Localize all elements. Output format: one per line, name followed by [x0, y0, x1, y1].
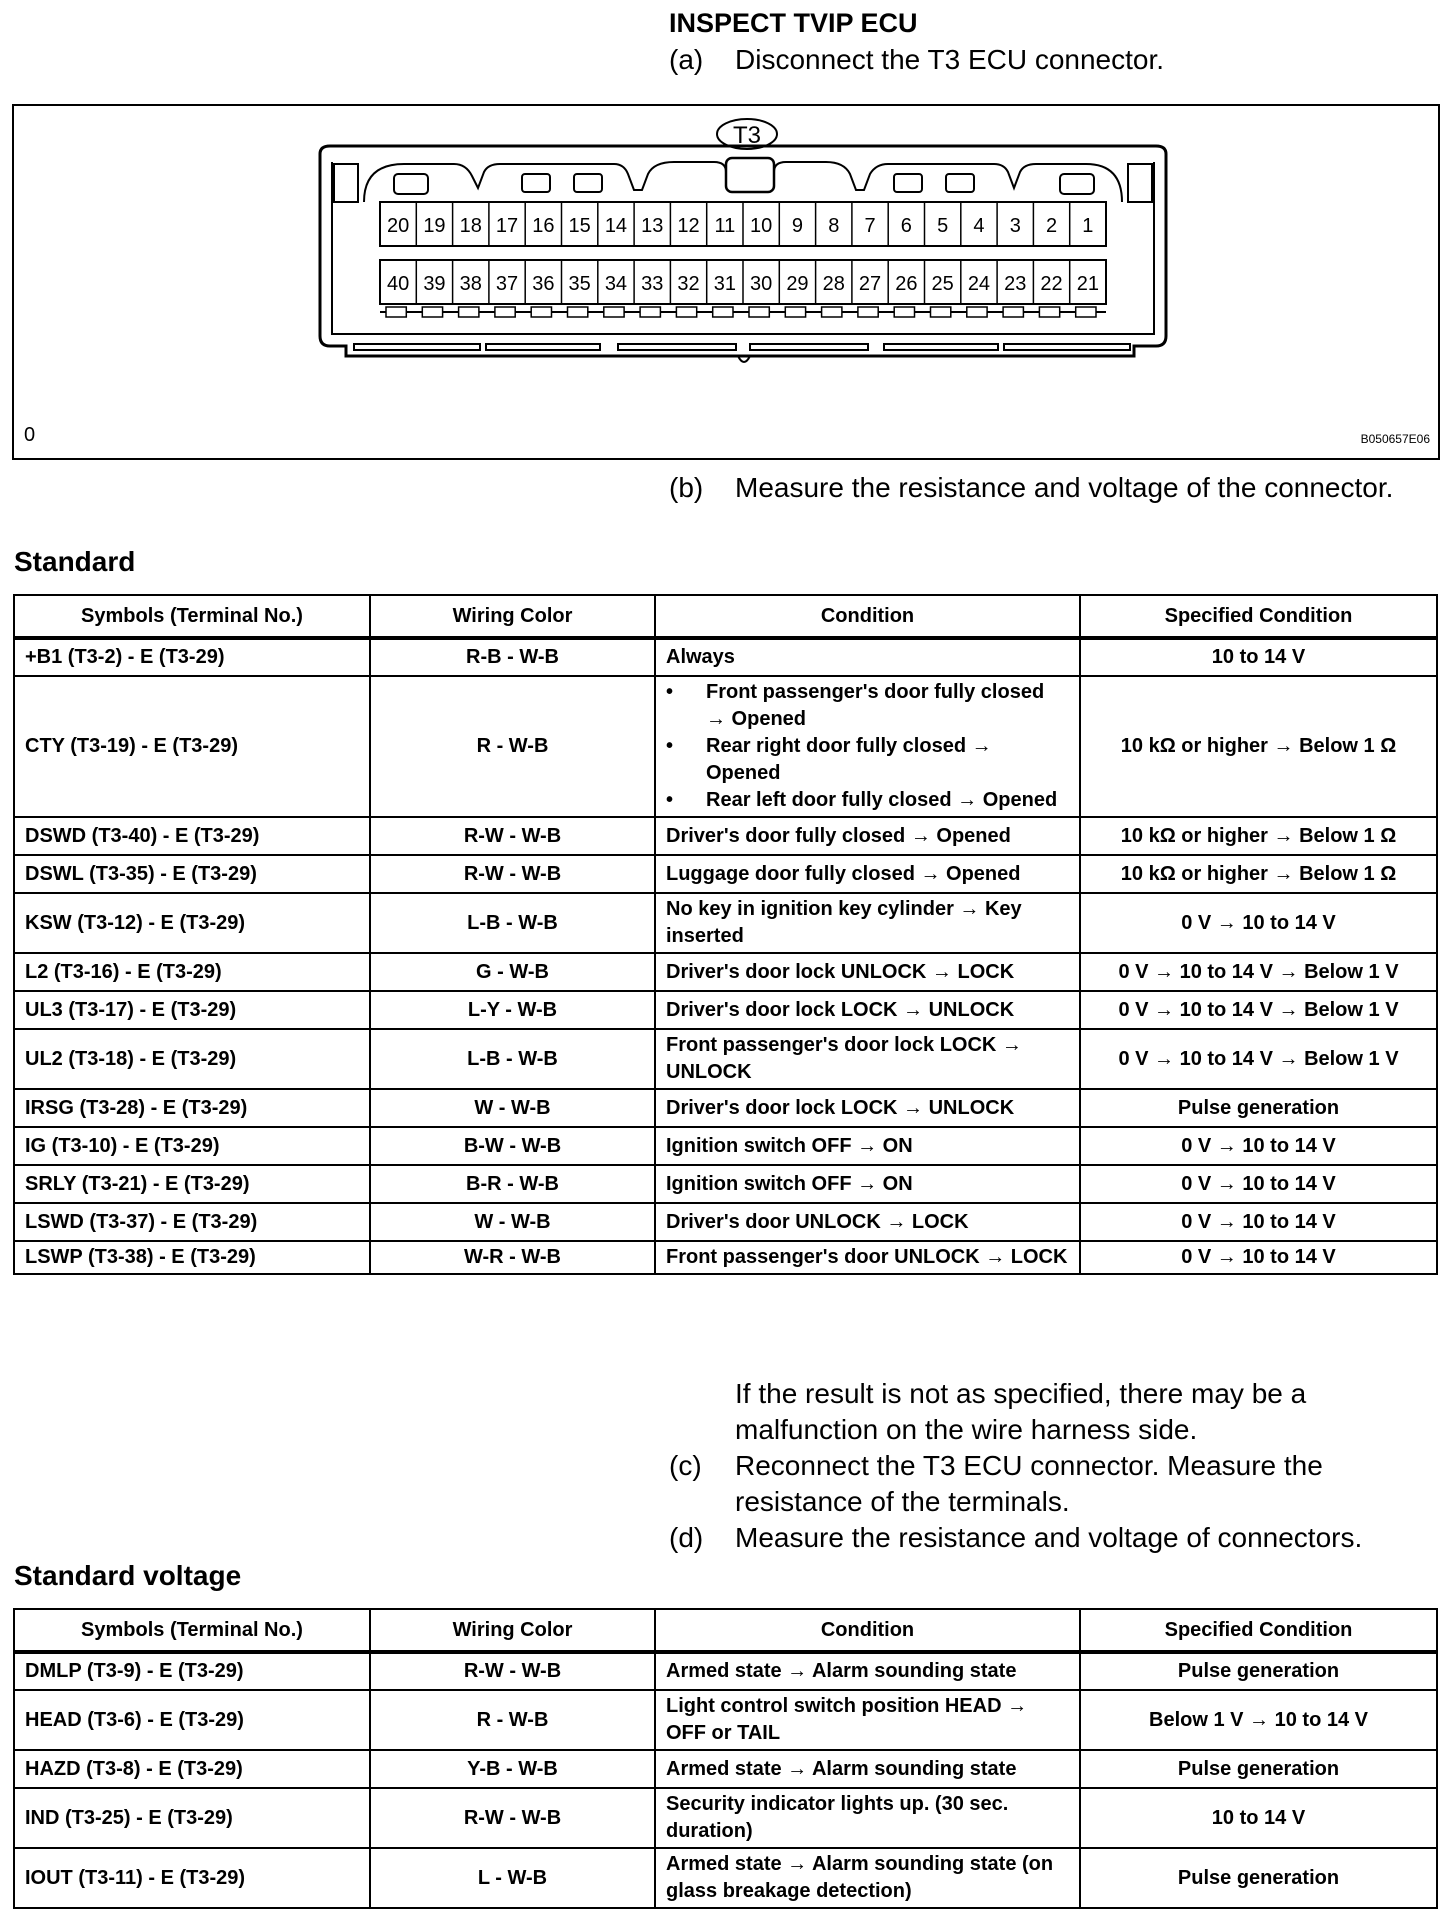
section-standard-title: Standard: [14, 546, 136, 577]
terminal-number: 38: [459, 273, 482, 295]
cell-symbol: L2 (T3-16) - E (T3-29): [14, 953, 370, 991]
terminal-number: 26: [895, 273, 918, 295]
condition-bullet-list: [666, 679, 1069, 814]
cell-wiring: G - W-B: [370, 953, 655, 991]
standard-table: [13, 594, 1438, 1275]
cell-spec: 10 kΩ or higher → Below 1 Ω: [1080, 817, 1437, 855]
terminal-number: 8: [828, 215, 840, 237]
terminal-number: 14: [604, 215, 628, 237]
cell-symbol: KSW (T3-12) - E (T3-29): [14, 893, 370, 953]
cell-symbol: LSWD (T3-37) - E (T3-29): [14, 1203, 370, 1241]
step-d-text: Measure the resistance and voltage of connectors.: [735, 1522, 1363, 1553]
cell-symbol: SRLY (T3-21) - E (T3-29): [14, 1165, 370, 1203]
standard-voltage-table: [13, 1608, 1438, 1909]
cell-condition: Ignition switch OFF → ON: [655, 1127, 1080, 1165]
cell-symbol: UL2 (T3-18) - E (T3-29): [14, 1029, 370, 1089]
cell-wiring: R-B - W-B: [370, 638, 655, 676]
cell-spec: 0 V → 10 to 14 V → Below 1 V: [1080, 953, 1437, 991]
terminal-number: 16: [532, 215, 555, 237]
cell-condition: Light control switch position HEAD → OFF or TAIL: [655, 1690, 1080, 1750]
terminal-number: 9: [791, 215, 804, 237]
table-row: [14, 1690, 1437, 1750]
table-row: [14, 638, 1437, 676]
cell-symbol: DMLP (T3-9) - E (T3-29): [14, 1652, 370, 1690]
connector-label: T3: [732, 122, 762, 149]
cell-spec: 10 to 14 V: [1080, 1788, 1437, 1848]
terminal-number: 27: [858, 273, 882, 295]
terminal-number: 10: [750, 215, 773, 237]
table-row: [14, 1241, 1437, 1274]
terminal-number: 33: [641, 273, 664, 295]
cell-condition: Driver's door UNLOCK → LOCK: [655, 1203, 1080, 1241]
cell-wiring: L-B - W-B: [370, 893, 655, 953]
cell-condition: Front passenger's door lock LOCK → UNLOCK: [655, 1029, 1080, 1089]
cell-condition: Ignition switch OFF → ON: [655, 1165, 1080, 1203]
cell-condition: Driver's door lock LOCK → UNLOCK: [655, 991, 1080, 1029]
terminal-number: 34: [604, 273, 628, 295]
cell-wiring: L - W-B: [370, 1848, 655, 1908]
header-symbols: Symbols (Terminal No.): [14, 595, 370, 638]
terminal-number: 23: [1004, 273, 1027, 295]
table-row: [14, 953, 1437, 991]
terminal-number: 3: [1009, 215, 1021, 237]
header-wiring-color: Wiring Color: [370, 595, 655, 638]
terminal-number: 36: [532, 273, 555, 295]
cell-wiring: R - W-B: [370, 676, 655, 817]
terminal-grid: [380, 202, 1106, 304]
cell-condition: Driver's door lock UNLOCK → LOCK: [655, 953, 1080, 991]
cell-symbol: CTY (T3-19) - E (T3-29): [14, 676, 370, 817]
terminal-number: 31: [713, 273, 736, 295]
cell-symbol: HEAD (T3-6) - E (T3-29): [14, 1690, 370, 1750]
cell-spec: 0 V → 10 to 14 V: [1080, 1165, 1437, 1203]
terminal-number: 7: [864, 215, 876, 237]
cell-spec: 10 kΩ or higher → Below 1 Ω: [1080, 676, 1437, 817]
cell-wiring: R - W-B: [370, 1690, 655, 1750]
step-c-text: Reconnect the T3 ECU connector. Measure the resistance of the terminals.: [735, 1450, 1323, 1517]
table-row: [14, 893, 1437, 953]
list-item: • Front passenger's door fully closed → Opened: [666, 679, 1069, 733]
table-header-row: [14, 595, 1437, 638]
terminal-number: 22: [1040, 273, 1063, 295]
cell-wiring: W-R - W-B: [370, 1241, 655, 1274]
terminal-number: 40: [387, 273, 410, 295]
cell-wiring: Y-B - W-B: [370, 1750, 655, 1788]
table-row: [14, 1788, 1437, 1848]
cell-spec: 10 kΩ or higher → Below 1 Ω: [1080, 855, 1437, 893]
cell-spec: 0 V → 10 to 14 V: [1080, 1241, 1437, 1274]
terminal-number: 17: [495, 215, 519, 237]
cell-symbol: IND (T3-25) - E (T3-29): [14, 1788, 370, 1848]
terminal-number: 11: [714, 215, 736, 237]
header-wiring-color: Wiring Color: [370, 1609, 655, 1652]
cell-spec: Below 1 V → 10 to 14 V: [1080, 1690, 1437, 1750]
table-row: [14, 1029, 1437, 1089]
cell-spec: 0 V → 10 to 14 V: [1080, 1127, 1437, 1165]
cell-condition: [655, 676, 1080, 817]
table-row: [14, 1127, 1437, 1165]
table-row: [14, 1089, 1437, 1127]
terminal-number: 18: [459, 215, 482, 237]
cell-condition: Luggage door fully closed → Opened: [655, 855, 1080, 893]
cell-wiring: W - W-B: [370, 1203, 655, 1241]
cell-condition: Always: [655, 638, 1080, 676]
table-row: [14, 1203, 1437, 1241]
cell-spec: Pulse generation: [1080, 1089, 1437, 1127]
connector-latch: [726, 158, 774, 192]
terminal-number: 5: [937, 215, 949, 237]
terminal-number: 24: [967, 273, 991, 295]
cell-condition: Front passenger's door UNLOCK → LOCK: [655, 1241, 1080, 1274]
header-specified-condition: Specified Condition: [1080, 1609, 1437, 1652]
table-row: [14, 676, 1437, 817]
cell-condition: Armed state → Alarm sounding state: [655, 1750, 1080, 1788]
terminal-number: 13: [641, 215, 664, 237]
terminal-number: 12: [677, 215, 700, 237]
cell-spec: 0 V → 10 to 14 V → Below 1 V: [1080, 991, 1437, 1029]
cell-wiring: R-W - W-B: [370, 1788, 655, 1848]
terminal-number: 32: [677, 273, 700, 295]
header-specified-condition: Specified Condition: [1080, 595, 1437, 638]
header-condition: Condition: [655, 1609, 1080, 1652]
cell-wiring: B-R - W-B: [370, 1165, 655, 1203]
cell-spec: Pulse generation: [1080, 1750, 1437, 1788]
terminal-number: 37: [495, 273, 519, 295]
cell-symbol: LSWP (T3-38) - E (T3-29): [14, 1241, 370, 1274]
page-title: INSPECT TVIP ECU: [669, 8, 918, 38]
header-condition: Condition: [655, 595, 1080, 638]
cell-symbol: DSWL (T3-35) - E (T3-29): [14, 855, 370, 893]
terminal-number: 21: [1076, 273, 1099, 295]
terminal-number: 29: [786, 273, 809, 295]
cell-wiring: W - W-B: [370, 1089, 655, 1127]
figure-code: B050657E06: [1360, 432, 1430, 446]
cell-wiring: L-Y - W-B: [370, 991, 655, 1029]
terminal-number: 30: [750, 273, 773, 295]
step-a-letter: (a): [669, 44, 704, 75]
cell-wiring: R-W - W-B: [370, 817, 655, 855]
cell-condition: No key in ignition key cylinder → Key inserted: [655, 893, 1080, 953]
cell-spec: 0 V → 10 to 14 V: [1080, 893, 1437, 953]
cell-condition: Driver's door lock LOCK → UNLOCK: [655, 1089, 1080, 1127]
cell-spec: 0 V → 10 to 14 V: [1080, 1203, 1437, 1241]
section-standard-voltage-title: Standard voltage: [14, 1560, 242, 1591]
cell-spec: 0 V → 10 to 14 V → Below 1 V: [1080, 1029, 1437, 1089]
header-symbols: Symbols (Terminal No.): [14, 1609, 370, 1652]
terminal-number: 15: [568, 215, 591, 237]
table-row: [14, 1848, 1437, 1908]
cell-symbol: HAZD (T3-8) - E (T3-29): [14, 1750, 370, 1788]
table-row: [14, 1652, 1437, 1690]
table-row: [14, 1165, 1437, 1203]
cell-symbol: IRSG (T3-28) - E (T3-29): [14, 1089, 370, 1127]
cell-condition: Armed state → Alarm sounding state: [655, 1652, 1080, 1690]
terminal-number: 20: [387, 215, 410, 237]
terminal-number: 35: [568, 273, 591, 295]
cell-symbol: IOUT (T3-11) - E (T3-29): [14, 1848, 370, 1908]
cell-spec: Pulse generation: [1080, 1652, 1437, 1690]
connector-drawing: [14, 106, 1438, 458]
terminal-number: 1: [1082, 215, 1094, 237]
figure-corner-label: 0: [24, 424, 36, 446]
cell-condition: Driver's door fully closed → Opened: [655, 817, 1080, 855]
cell-spec: 10 to 14 V: [1080, 638, 1437, 676]
terminal-number: 28: [822, 273, 845, 295]
cell-symbol: UL3 (T3-17) - E (T3-29): [14, 991, 370, 1029]
terminal-number: 39: [423, 273, 446, 295]
table-row: [14, 1750, 1437, 1788]
terminal-number: 25: [931, 273, 954, 295]
table-row: [14, 855, 1437, 893]
table-row: [14, 817, 1437, 855]
cell-spec: Pulse generation: [1080, 1848, 1437, 1908]
cell-wiring: R-W - W-B: [370, 855, 655, 893]
cell-condition: Armed state → Alarm sounding state (on glass breakage detection): [655, 1848, 1080, 1908]
terminal-number: 19: [423, 215, 446, 237]
cell-symbol: IG (T3-10) - E (T3-29): [14, 1127, 370, 1165]
list-item: • Rear right door fully closed → Opened: [666, 733, 1069, 787]
cell-symbol: +B1 (T3-2) - E (T3-29): [14, 638, 370, 676]
cell-wiring: B-W - W-B: [370, 1127, 655, 1165]
step-a-text: Disconnect the T3 ECU connector.: [735, 44, 1165, 75]
connector-diagram: [12, 104, 1440, 460]
step-c-letter: (c): [669, 1450, 702, 1481]
table-header-row: [14, 1609, 1437, 1652]
terminal-number: 6: [900, 215, 912, 237]
terminal-number: 2: [1045, 215, 1058, 237]
step-b-text: Measure the resistance and voltage of the connector.: [735, 472, 1394, 503]
cell-wiring: L-B - W-B: [370, 1029, 655, 1089]
cell-condition: Security indicator lights up. (30 sec. duration): [655, 1788, 1080, 1848]
step-b-letter: (b): [669, 472, 704, 503]
table-row: [14, 991, 1437, 1029]
note-paragraph: If the result is not as specified, there may be a malfunction on the wire harness side.: [735, 1378, 1307, 1445]
cell-wiring: R-W - W-B: [370, 1652, 655, 1690]
terminal-number: 4: [973, 215, 985, 237]
cell-symbol: DSWD (T3-40) - E (T3-29): [14, 817, 370, 855]
list-item: • Rear left door fully closed → Opened: [666, 787, 1069, 814]
step-d-letter: (d): [669, 1522, 704, 1553]
